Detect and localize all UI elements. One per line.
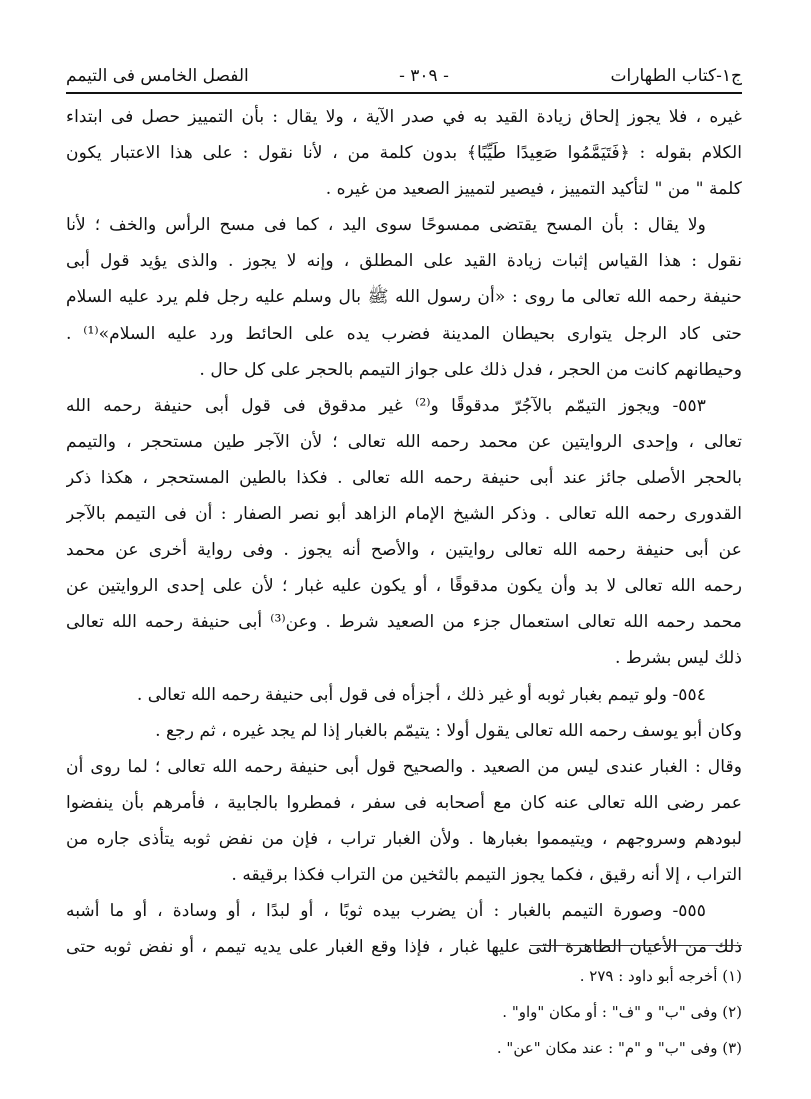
footnotes (66, 958, 742, 1066)
text-line: وقال : الغبار عندى ليس من الصعيد . والصحيح قول أبى حنيفة رحمه الله تعالى ؛ لما روى أن (66, 756, 742, 777)
footnote-divider (530, 945, 742, 946)
page-number: - ٣٠٩ - (399, 66, 449, 86)
text-line: ولا يقال : بأن المسح يقتضى ممسوحًا سوى اليد ، كما فى مسح الرأس والخف ؛ لأنا (66, 215, 706, 236)
book-page (66, 0, 742, 1099)
header-divider (66, 92, 742, 94)
text-line: القدورى رحمه الله تعالى . وذكر الشيخ الإمام الزاهد أبو نصر الصفار : أن فى التيمم بالآجر (66, 504, 742, 525)
text-line: كلمة " من " لتأكيد التمييز ، فيصير لتمييز الصعيد من غيره . (325, 179, 742, 200)
text-line: غيره ، فلا يجوز إلحاق زيادة القيد به في صدر الآية ، ولا يقال : بأن التمييز حصل فى ابتداء (66, 107, 742, 127)
main-text (66, 99, 742, 965)
text-line: ٥٥٤- ولو تيمم بغبار ثوبه أو غير ذلك ، أجزأه فى قول أبى حنيفة رحمه الله تعالى . (136, 684, 706, 705)
text-line: حنيفة رحمه الله تعالى ما روى : «أن رسول الله ﷺ بال وسلم عليه رجل فلم يرد عليه السلام (66, 287, 742, 308)
text-line: عن أبى حنيفة رحمه الله تعالى روايتين ، والأصح أنه يجوز . وفى رواية أخرى عن محمد (66, 540, 742, 561)
text-line: ٥٥٥- وصورة التيمم بالغبار : أن يضرب بيده ثوبًا ، أو لبدًا ، أو وسادة ، أو ما أشبه (66, 901, 706, 922)
text-line: ذلك من الأعيان الطاهرة التى عليها غبار ، فإذا وقع الغبار على يديه تيمم ، أو نفض ثوبه حتى (66, 937, 742, 958)
text-line: نقول : هذا القياس إثبات زيادة القيد على المطلق ، وإنه لا يجوز . والذى يؤيد قول أبى (66, 251, 742, 272)
text-line: بالحجر الأصلى جائز عند أبى حنيفة رحمه الله تعالى . فكذا بالطين المستحجر ، هكذا ذكر (66, 467, 742, 488)
text-line: رحمه الله تعالى لا بد وأن يكون مدقوقًا ، أو يكون عليه غبار ؛ لأن على إحدى الروايتين عن (66, 576, 742, 597)
footnote-2: (٢) وفى "ب" و "ف" : أو مكان "واو" . (502, 1003, 742, 1021)
text-line: وحيطانهم كانت من الحجر ، فدل ذلك على جواز التيمم بالحجر على كل حال . (199, 359, 742, 380)
running-header (66, 62, 742, 90)
chapter-title: الفصل الخامس فى التيمم (66, 66, 249, 86)
text-line: ذلك ليس بشرط . (614, 648, 742, 669)
text-line: حتى كاد الرجل يتوارى بحيطان المدينة فضرب يده على الحائط ورد عليه السلام»⁽¹⁾ . (66, 323, 742, 344)
text-line: عمر رضى الله تعالى عنه كان مع أصحابه فى سفر ، فمطروا بالجابية ، فأمرهم بأن ينفضوا (66, 792, 742, 813)
volume-book-title: ج١-كتاب الطهارات (610, 66, 742, 86)
text-line: تعالى ، وإحدى الروايتين عن محمد رحمه الله تعالى ؛ لأن الآجر طين مستحجر ، والتيمم (66, 431, 742, 452)
footnote-3: (٣) وفى "ب" و "م" : عند مكان "عن" . (496, 1039, 742, 1057)
text-line: وكان أبو يوسف رحمه الله تعالى يقول أولا : يتيمّم بالغبار إذا لم يجد غيره ، ثم رجع . (155, 720, 742, 741)
text-line: لبودهم وسروجهم ، ويتيمموا بغبارها . ولأن الغبار تراب ، فإن من نفض ثوبه يتأذى جاره من (66, 828, 742, 849)
text-line: التراب ، إلا أنه رقيق ، فكما يجوز التيمم بالثخين من التراب فكذا برقيقه . (231, 864, 742, 885)
text-line: الكلام بقوله : ﴿فَتَيَمَّمُوا صَعِيدًا طَيِّبًا﴾ بدون كلمة من ، لأنا نقول : على هذا الاعتبار يكون (66, 143, 742, 164)
footnote-1: (١) أخرجه أبو داود : ٢٧٩ . (579, 967, 742, 985)
text-line: ٥٥٣- ويجوز التيمّم بالآجُرّ مدقوقًا و⁽²⁾ غير مدقوق فى قول أبى حنيفة رحمه الله (66, 395, 706, 416)
text-line: محمد رحمه الله تعالى استعمال جزء من الصعيد شرط . وعن⁽³⁾ أبى حنيفة رحمه الله تعالى (66, 612, 742, 633)
